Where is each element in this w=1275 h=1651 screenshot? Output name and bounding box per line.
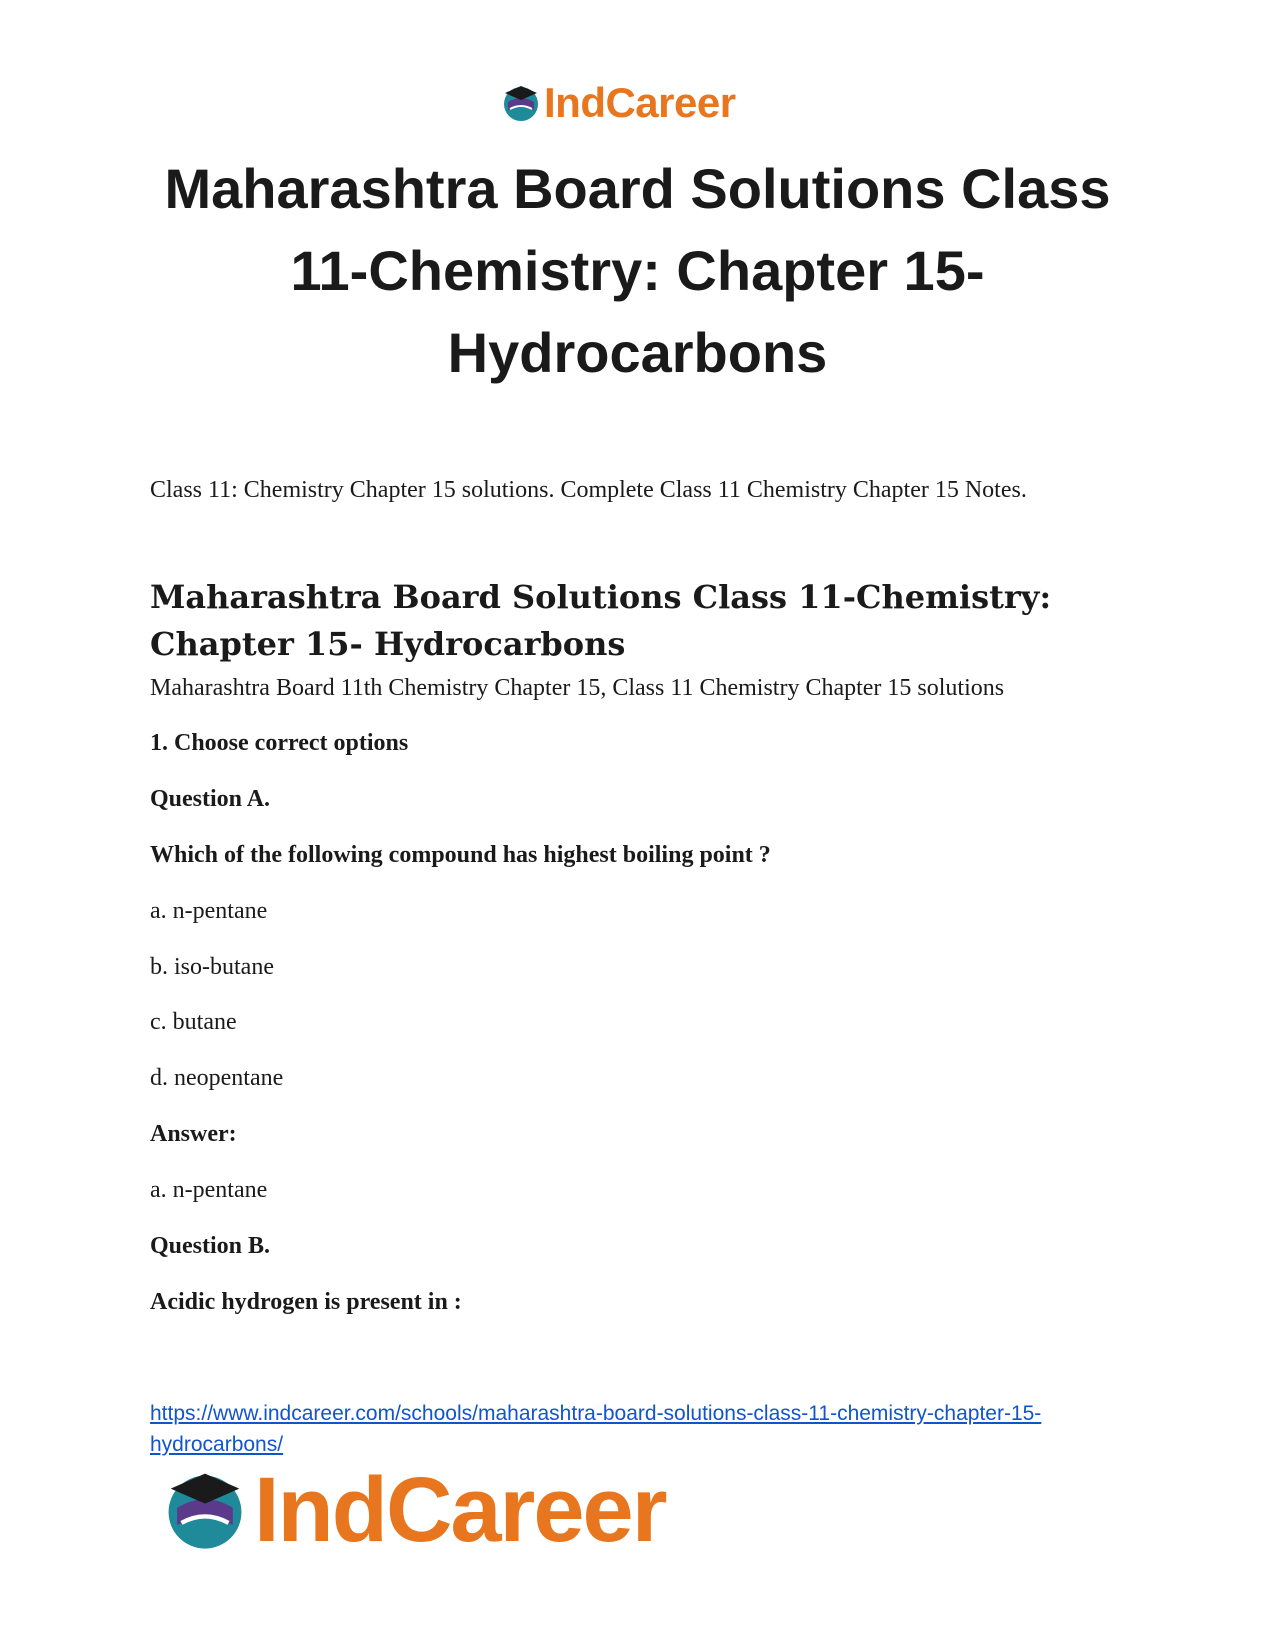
page-title: Maharashtra Board Solutions Class 11-Chemistry: Chapter 15- Hydrocarbons bbox=[164, 157, 1111, 384]
source-url-link[interactable]: https://www.indcareer.com/schools/maharashtra-board-solutions-class-11-chemistry-chapter-15-hydrocarbons/ bbox=[150, 1402, 1042, 1456]
answer-label: Answer: bbox=[150, 1121, 237, 1147]
section-heading: Maharashtra Board Solutions Class 11-Chemistry: Chapter 15- Hydrocarbons bbox=[150, 578, 1052, 663]
option-d: d. neopentane bbox=[150, 1065, 284, 1091]
graduation-globe-icon bbox=[500, 82, 542, 124]
graduation-globe-icon bbox=[160, 1465, 250, 1555]
intro-paragraph: Class 11: Chemistry Chapter 15 solutions. Complete Class 11 Chemistry Chapter 15 Notes. bbox=[150, 477, 1027, 503]
option-a: a. n-pentane bbox=[150, 898, 268, 924]
logo-wordmark: IndCareer bbox=[254, 1458, 666, 1561]
indcareer-logo-top[interactable] bbox=[500, 78, 780, 128]
exercise-heading: 1. Choose correct options bbox=[150, 730, 409, 756]
question-b-text: Acidic hydrogen is present in : bbox=[150, 1289, 462, 1315]
option-c: c. butane bbox=[150, 1009, 237, 1035]
answer-value: a. n-pentane bbox=[150, 1177, 268, 1203]
question-a-text: Which of the following compound has highest boiling point ? bbox=[150, 842, 771, 868]
logo-wordmark: IndCareer bbox=[544, 79, 736, 126]
indcareer-logo-bottom[interactable] bbox=[160, 1460, 700, 1560]
subtitle-line: Maharashtra Board 11th Chemistry Chapter 15, Class 11 Chemistry Chapter 15 solutions bbox=[150, 675, 1005, 701]
question-b-label: Question B. bbox=[150, 1233, 271, 1259]
question-a-label: Question A. bbox=[150, 786, 271, 812]
option-b: b. iso-butane bbox=[150, 954, 274, 980]
